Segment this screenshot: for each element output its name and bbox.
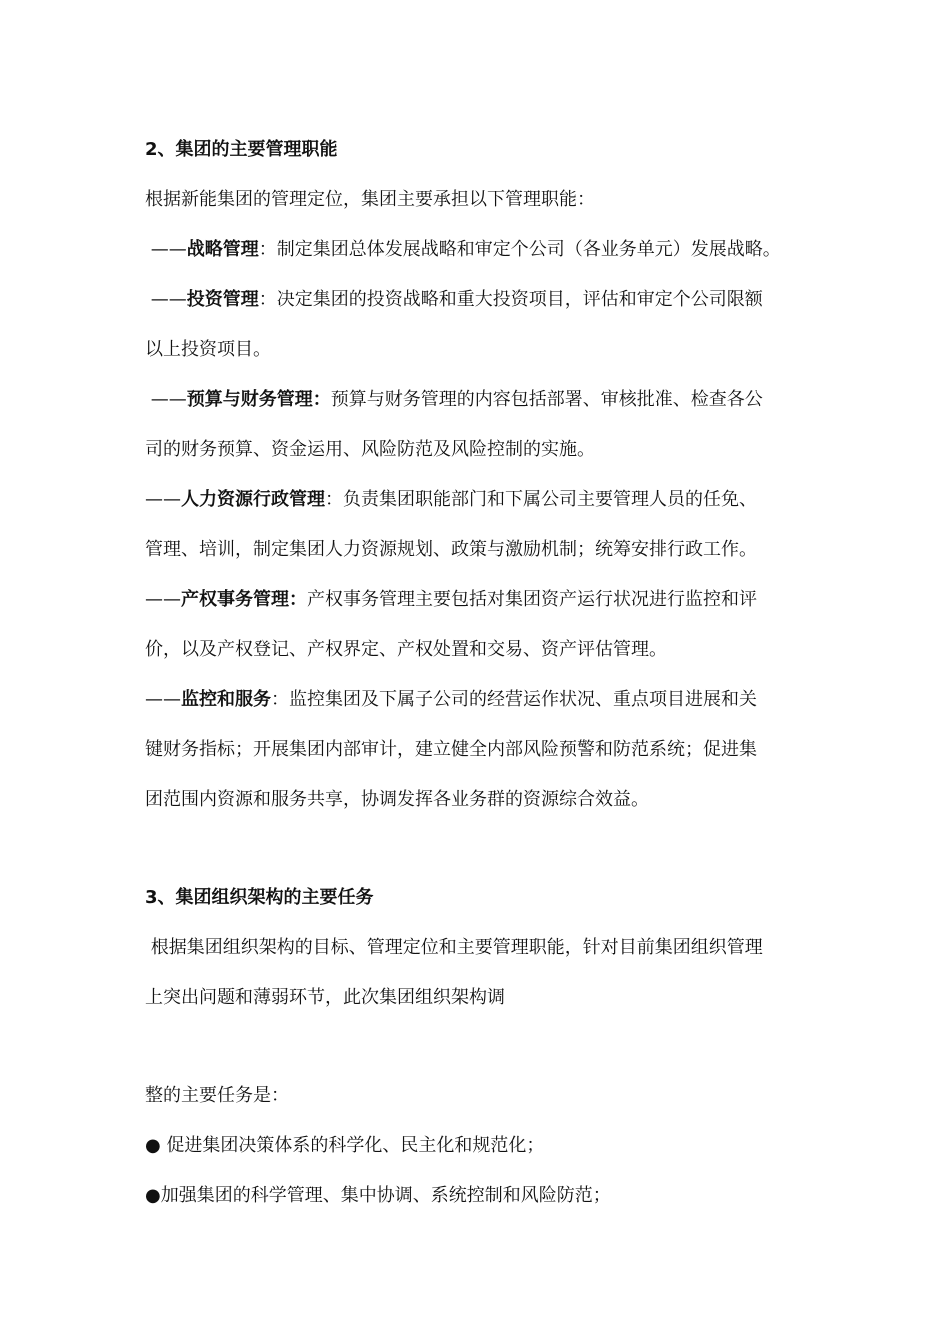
section3-paragraph-line: 根据集团组织架构的目标、管理定位和主要管理职能，针对目前集团组织管理	[145, 937, 763, 958]
dash-prefix: ——	[145, 489, 181, 510]
dash-prefix: ——	[145, 589, 181, 610]
function-desc-continued: 价，以及产权登记、产权界定、产权处置和交易、资产评估管理。	[145, 639, 667, 660]
function-desc: 制定集团总体发展战略和审定个公司（各业务单元）发展战略。	[276, 239, 781, 260]
dash-prefix: ——	[145, 239, 187, 260]
title-separator: ：	[325, 489, 343, 510]
function-desc: 监控集团及下属子公司的经营运作状况、重点项目进展和关	[289, 689, 757, 710]
function-desc-continued: 键财务指标；开展集团内部审计，建立健全内部风险预警和防范系统；促进集	[145, 739, 757, 760]
title-separator: ：	[258, 289, 277, 310]
task-bullet-item: ●加强集团的科学管理、集中协调、系统控制和风险防范；	[145, 1185, 611, 1206]
function-item-budget-finance	[145, 387, 835, 413]
function-title: 投资管理	[186, 289, 259, 310]
function-item-monitoring-service	[145, 687, 835, 713]
function-desc-continued: 团范围内资源和服务共享，协调发挥各业务群的资源综合效益。	[145, 789, 649, 810]
section3-paragraph-line: 上突出问题和薄弱环节，此次集团组织架构调	[145, 987, 505, 1008]
dash-prefix: ——	[145, 289, 187, 310]
function-desc-continued: 以上投资项目。	[145, 339, 271, 360]
function-title: 产权事务管理：	[181, 589, 307, 610]
function-item-investment	[145, 287, 835, 313]
section3-heading: 3、集团组织架构的主要任务	[145, 887, 374, 908]
function-item-hr-admin	[145, 487, 835, 513]
function-title: 预算与财务管理：	[186, 389, 331, 410]
function-title: 战略管理	[186, 239, 259, 260]
function-title: 监控和服务	[181, 689, 271, 710]
function-title: 人力资源行政管理	[181, 489, 325, 510]
function-item-property-rights	[145, 587, 835, 613]
task-bullet-item: ● 促进集团决策体系的科学化、民主化和规范化；	[145, 1135, 545, 1156]
section3-paragraph-line: 整的主要任务是：	[145, 1085, 289, 1106]
function-desc: 预算与财务管理的内容包括部署、审核批准、检查各公	[330, 389, 763, 410]
title-separator: ：	[258, 239, 277, 260]
dash-prefix: ——	[145, 689, 181, 710]
function-desc: 产权事务管理主要包括对集团资产运行状况进行监控和评	[307, 589, 757, 610]
title-separator: ：	[271, 689, 289, 710]
section2-intro: 根据新能集团的管理定位，集团主要承担以下管理职能：	[145, 189, 595, 210]
function-item-strategy	[145, 237, 835, 263]
function-desc: 决定集团的投资战略和重大投资项目，评估和审定个公司限额	[276, 289, 763, 310]
section2-heading: 2、集团的主要管理职能	[145, 139, 338, 160]
function-desc-continued: 司的财务预算、资金运用、风险防范及风险控制的实施。	[145, 439, 595, 460]
function-desc: 负责集团职能部门和下属公司主要管理人员的任免、	[343, 489, 757, 510]
dash-prefix: ——	[145, 389, 187, 410]
function-desc-continued: 管理、培训，制定集团人力资源规划、政策与激励机制；统筹安排行政工作。	[145, 539, 757, 560]
